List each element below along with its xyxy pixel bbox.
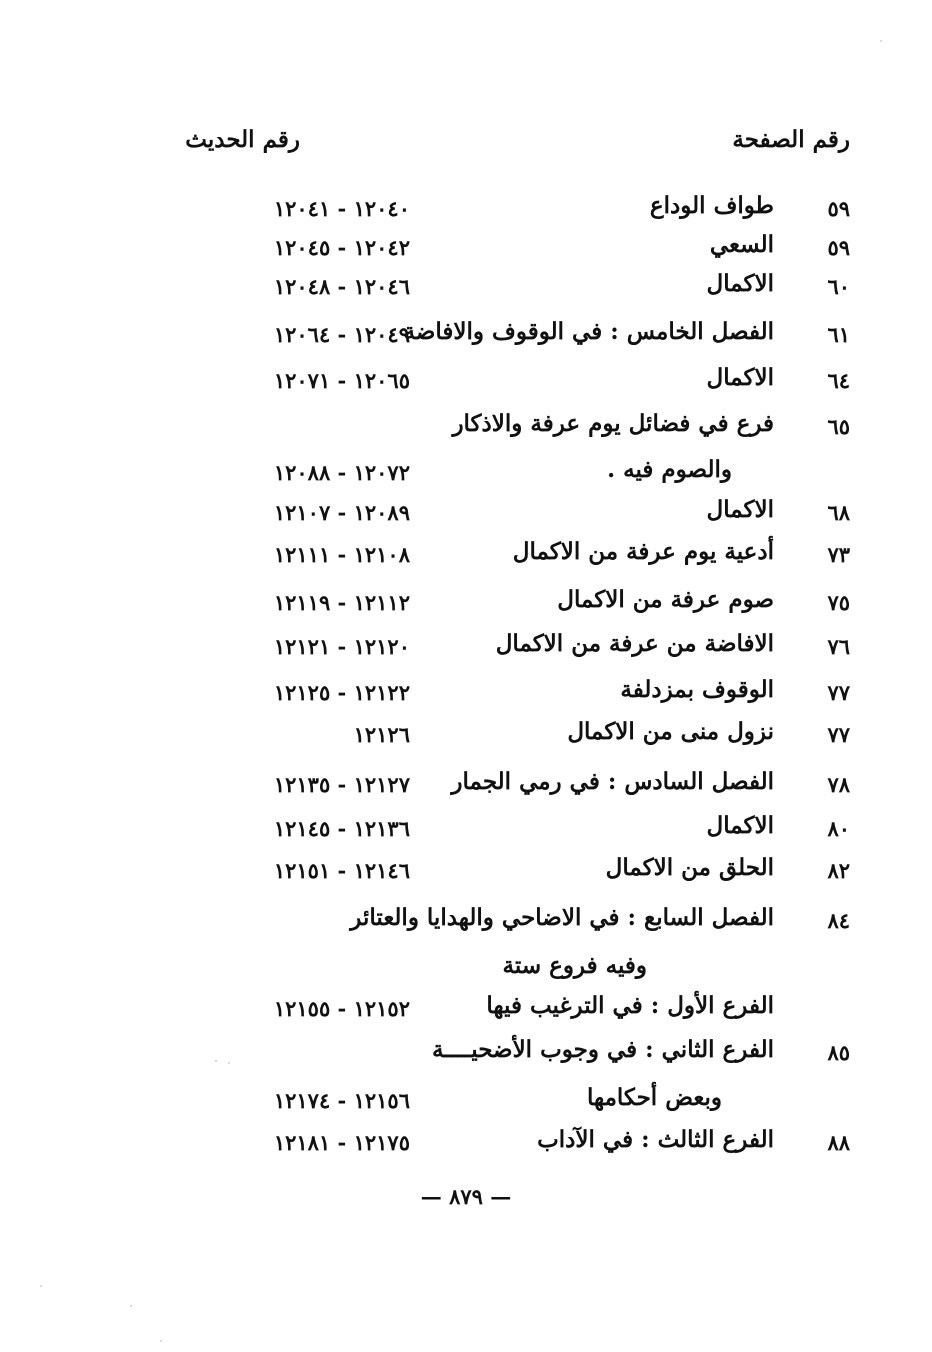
row-page-number: ٥٩ xyxy=(827,196,850,221)
row-hadith-range: ١٢٠٤٩ - ١٢٠٦٤ xyxy=(273,322,410,347)
row-hadith-range: ١٢١١٢ - ١٢١١٩ xyxy=(273,590,410,615)
row-page-number: ٦١ xyxy=(827,322,850,347)
row-page-number: ٦٥ xyxy=(827,414,850,439)
row-title: الفرع الأول : في الترغيب فيها xyxy=(486,992,774,1019)
row-page-number: ٨٠ xyxy=(827,816,850,841)
row-title: الاكمال xyxy=(706,364,774,391)
row-title: صوم عرفة من الاكمال xyxy=(557,586,774,613)
index-row xyxy=(0,538,932,572)
row-title: الاكمال xyxy=(706,270,774,297)
index-row xyxy=(0,586,932,620)
row-page-number: ٧٧ xyxy=(827,722,850,747)
row-page-number: ٧٦ xyxy=(827,634,850,659)
row-title: السعي xyxy=(709,231,774,258)
row-page-number: ٧٣ xyxy=(827,542,850,567)
index-row xyxy=(0,768,932,802)
row-hadith-range: ١٢١٥٦ - ١٢١٧٤ xyxy=(273,1088,410,1113)
row-page-number: ٧٥ xyxy=(827,590,850,615)
row-title: الفصل الخامس : في الوقوف والافاضة xyxy=(403,318,774,345)
row-page-number: ٧٨ xyxy=(827,772,850,797)
index-row xyxy=(0,676,932,710)
index-row xyxy=(0,318,932,352)
index-row xyxy=(0,496,932,530)
row-page-number: ٨٥ xyxy=(827,1040,850,1065)
row-title: الافاضة من عرفة من الاكمال xyxy=(495,630,774,657)
row-title: الفصل السادس : في رمي الجمار xyxy=(451,768,774,795)
row-title: الحلق من الاكمال xyxy=(605,854,774,881)
row-page-number: ٦٠ xyxy=(827,274,850,299)
index-row xyxy=(0,904,932,938)
row-page-number: ٨٨ xyxy=(827,1130,850,1155)
row-title: الوقوف بمزدلفة xyxy=(620,676,774,703)
row-hadith-range: ١٢٠٧٢ - ١٢٠٨٨ xyxy=(273,460,410,485)
index-row xyxy=(0,410,932,444)
index-row xyxy=(0,718,932,752)
row-title: الاكمال xyxy=(706,812,774,839)
row-hadith-range: ١٢٠٤٦ - ١٢٠٤٨ xyxy=(273,274,410,299)
row-title: والصوم فيه . xyxy=(607,456,732,483)
row-hadith-range: ١٢١٤٦ - ١٢١٥١ xyxy=(273,858,410,883)
index-row xyxy=(0,854,932,888)
row-title: وبعض أحكامها xyxy=(586,1084,722,1111)
row-page-number: ٦٨ xyxy=(827,500,850,525)
row-hadith-range: ١٢١٣٦ - ١٢١٤٥ xyxy=(273,816,410,841)
row-page-number: ٦٤ xyxy=(827,368,850,393)
row-title: وفيه فروع ستة xyxy=(502,952,647,979)
page-footer-number: — ٨٧٩ — xyxy=(420,1184,512,1209)
index-row xyxy=(0,812,932,846)
index-row xyxy=(0,270,932,304)
index-row xyxy=(0,192,932,226)
index-row xyxy=(0,1036,932,1070)
row-page-number: ٨٢ xyxy=(827,858,850,883)
row-hadith-range: ١٢١٢٦ xyxy=(353,722,410,747)
index-row xyxy=(0,364,932,398)
index-row xyxy=(0,992,932,1026)
index-row xyxy=(0,231,932,265)
row-hadith-range: ١٢١٢٠ - ١٢١٢١ xyxy=(273,634,410,659)
row-hadith-range: ١٢١٧٥ - ١٢١٨١ xyxy=(273,1130,410,1155)
row-hadith-range: ١٢٠٦٥ - ١٢٠٧١ xyxy=(273,368,410,393)
row-title: طواف الوداع xyxy=(649,192,774,219)
row-title: الفصل السابع : في الاضاحي والهدايا والعتائر xyxy=(350,904,774,931)
hadith-number-column-header: رقم الحديث xyxy=(185,126,300,153)
row-title: الاكمال xyxy=(706,496,774,523)
row-hadith-range: ١٢٠٨٩ - ١٢١٠٧ xyxy=(273,500,410,525)
index-row xyxy=(0,1084,932,1118)
row-title: أدعية يوم عرفة من الاكمال xyxy=(512,538,774,565)
index-row xyxy=(0,1126,932,1160)
row-hadith-range: ١٢١٥٢ - ١٢١٥٥ xyxy=(273,996,410,1021)
row-hadith-range: ١٢١٢٢ - ١٢١٢٥ xyxy=(273,680,410,705)
index-row xyxy=(0,952,932,986)
row-hadith-range: ١٢١٢٧ - ١٢١٣٥ xyxy=(273,772,410,797)
index-row xyxy=(0,456,932,490)
row-title: الفرع الثالث : في الآداب xyxy=(537,1126,774,1153)
row-title: نزول منى من الاكمال xyxy=(567,718,774,745)
row-page-number: ٧٧ xyxy=(827,680,850,705)
row-title: الفرع الثاني : في وجوب الأضحيــــة xyxy=(431,1036,774,1063)
row-page-number: ٥٩ xyxy=(827,235,850,260)
row-hadith-range: ١٢٠٤٢ - ١٢٠٤٥ xyxy=(273,235,410,260)
index-row xyxy=(0,630,932,664)
page-number-column-header: رقم الصفحة xyxy=(732,126,850,153)
row-hadith-range: ١٢١٠٨ - ١٢١١١ xyxy=(273,542,410,567)
row-hadith-range: ١٢٠٤٠ - ١٢٠٤١ xyxy=(273,196,410,221)
row-title: فرع في فضائل يوم عرفة والاذكار xyxy=(452,410,774,437)
row-page-number: ٨٤ xyxy=(827,908,850,933)
